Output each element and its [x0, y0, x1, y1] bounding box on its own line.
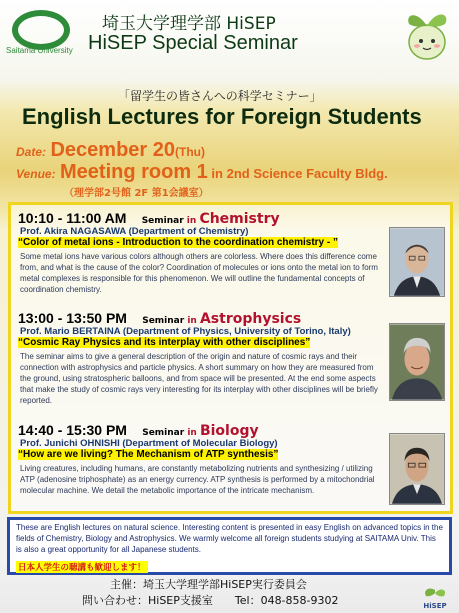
seminar-label: Seminar — [142, 428, 185, 438]
seminar-3-header — [18, 420, 259, 439]
professor-3-photo — [389, 433, 445, 505]
info-box — [7, 517, 452, 575]
venue-building: in 2nd Science Faculty Bldg. — [207, 166, 388, 181]
venue-jp: （理学部2号館 2F 第1会議室） — [64, 188, 209, 199]
university-logo-icon — [12, 10, 70, 50]
date-day: (Thu) — [175, 145, 205, 159]
hisep-logo-text: HiSEP — [423, 602, 447, 610]
seminar-subject: Biology — [199, 423, 259, 439]
seminar-time: 13:00 - 13:50 PM — [18, 310, 127, 326]
in-label: in — [183, 216, 200, 226]
event-date — [16, 139, 205, 162]
seminar-3-description: Living creatures, including humans, are constantly metabolizing nutrients and synthesizing / utilizing ATP (adenosine triphosphate) as an energy currency. ATP synthesis is performed by a mitochondrial molecular machine. We detail the metabolic importance of the intricate mechanism. — [20, 464, 375, 495]
seminar-1-talk-title: “Color of metal ions - Introduction to the coordination chemistry - ” — [18, 237, 339, 248]
seminar-time: 10:10 - 11:00 AM — [18, 210, 127, 226]
professor-1-photo — [389, 227, 445, 297]
professor-2-photo — [389, 323, 445, 401]
seminar-2-talk-title: “Cosmic Ray Physics and its interplay with other disciplines” — [18, 337, 311, 348]
seminar-2-description: The seminar aims to give a general description of the origin and nature of cosmic rays and their connection with astrophysics and particle physics. A short summary on how they are measured from the ground, using stratospheric balloons, and from space will be presented. At the end some aspects that make the study of cosmic rays very interesting for its interplay with other disciplines will be briefly reported. — [20, 352, 378, 405]
hisep-logo-icon — [418, 587, 452, 611]
seminar-3-talk-title: “How are we living? The Mechanism of ATP synthesis” — [18, 449, 279, 460]
venue-room: Meeting room 1 — [60, 161, 208, 183]
seminar-1-professor: Prof. Akira NAGASAWA (Department of Chemistry) — [20, 226, 249, 237]
header-title-en: HiSEP Special Seminar — [88, 32, 298, 54]
date-label: Date: — [16, 145, 47, 159]
info-text: These are English lectures on natural science. Interesting content is presented in easy English on advanced topics in the fields of Chemistry, Biology and Astrophysics. We warmly welcome all foreign students studying at SAITAMA Univ. This is also a great opportunity for all Japanese students. — [16, 523, 443, 554]
seminar-subject: Chemistry — [199, 211, 280, 227]
seminar-label: Seminar — [142, 316, 185, 326]
seminar-subject: Astrophysics — [199, 311, 302, 327]
seminar-1-description: Some metal ions have various colors although others are colorless. Where does this difference come from, and what is the cause of the color? Coordination of molecules or ions onto the metal ion to form metal complexes is responsible for this phenomenon. We will outline the fundamental concepts of coordination chemistry. — [20, 252, 378, 294]
university-logo-text: Saitama University — [6, 46, 73, 55]
seminar-3-professor: Prof. Junichi OHNISHI (Department of Molecular Biology) — [20, 438, 278, 449]
seminar-2-professor: Prof. Mario BERTAINA (Department of Physics, University of Torino, Italy) — [20, 326, 351, 337]
seminar-time: 14:40 - 15:30 PM — [18, 422, 127, 438]
seminar-1-header — [18, 208, 280, 227]
in-label: in — [184, 428, 200, 438]
main-title: English Lectures for Foreign Students — [22, 104, 422, 129]
footer-organizer: 主催：埼玉大学理学部HiSEP実行委員会 — [110, 578, 307, 591]
seminar-label: Seminar — [141, 216, 184, 226]
seminar-2-header — [18, 308, 301, 327]
footer-contact: 問い合わせ：HiSEP支援室 Tel：048-858-9302 — [82, 594, 339, 607]
venue-label: Venue: — [16, 167, 56, 181]
subtitle-jp: 「留学生の皆さんへの科学セミナー」 — [118, 89, 322, 103]
header-title-jp: 埼玉大学理学部 HiSEP — [102, 14, 276, 34]
mascot-icon — [399, 4, 455, 64]
date-value: December 20 — [50, 139, 175, 161]
in-label: in — [184, 316, 200, 326]
event-venue — [16, 161, 388, 184]
info-jp-note: 日本人学生の聴講も歓迎します！ — [18, 563, 146, 573]
